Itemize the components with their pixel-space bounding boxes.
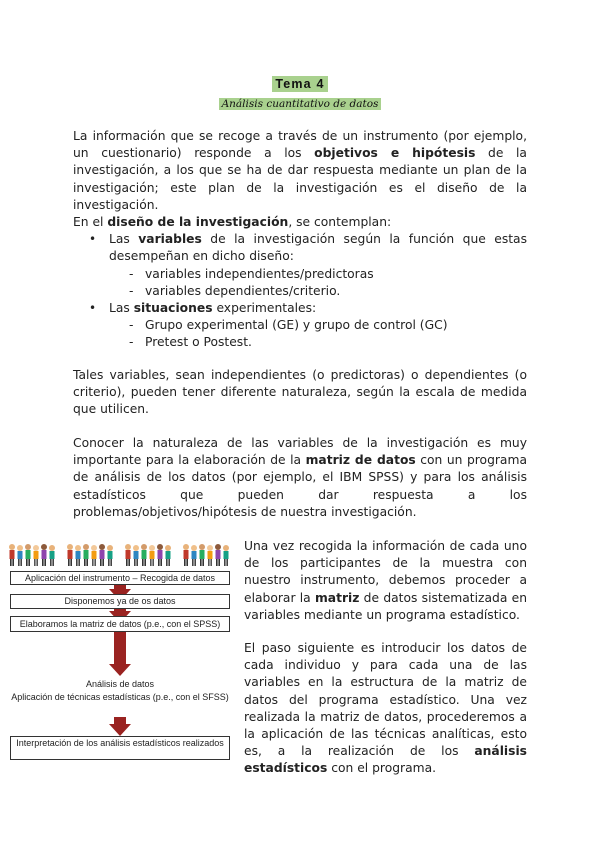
matrix-explanation-paragraph <box>244 538 527 624</box>
text-span: Una vez recogida la información de cada uno de los participantes de la muestra con nuestro instrumento, debemos proceder a elaborar la <box>244 539 527 605</box>
design-section <box>73 214 527 352</box>
text-span: de la investigación según la función que estas desempeñan en dicho diseño: <box>109 232 528 264</box>
document-title: Tema 4 <box>272 76 327 92</box>
text-span: Conocer la naturaleza de las variables de la investigación es muy importante para la elaboración de la <box>73 436 527 468</box>
step-box-interpretation: Interpretación de los análisis estadísticos realizados <box>10 736 230 760</box>
step-box-collect-data: Aplicación del instrumento – Recogida de datos <box>10 571 230 585</box>
bullet-item-variables <box>73 231 527 300</box>
design-intro <box>73 214 527 231</box>
intro-paragraph <box>73 128 527 214</box>
step-box-build-matrix: Elaboramos la matriz de datos (p.e., con el SPSS) <box>10 616 230 632</box>
text-span: , se contemplan: <box>288 215 392 229</box>
data-matrix-paragraph <box>73 435 527 521</box>
text-span: con un programa de análisis de los datos (por ejemplo, el IBM SPSS) y para los análisis estadísticos que pueden dar respuesta a los problemas/objetivos/hipótesis de nuestra investigación. <box>73 453 527 519</box>
bold-span: variables <box>138 232 202 247</box>
flow-arrow-long <box>114 632 126 665</box>
sub-list <box>109 317 527 351</box>
sub-item: - variables dependientes/criterio. <box>109 283 527 300</box>
sub-item: - Grupo experimental (GE) y grupo de control (GC) <box>109 317 527 334</box>
document-title-block <box>0 73 600 111</box>
bullet-item-situaciones <box>73 300 527 352</box>
text-span: de la investigación, a los que se ha de dar respuesta mediante un plan de la investigación; este plan de la investigación es el diseño de la investigación. <box>73 146 527 212</box>
text-span: La información que se recoge a través de un instrumento (por ejemplo, un cuestionario) responde a los <box>73 129 527 161</box>
text-span: Las <box>109 232 139 247</box>
text-span: de datos sistematizada en variables mediante un programa estadístico. <box>244 590 527 622</box>
analysis-explanation-paragraph <box>244 640 527 778</box>
participants-illustration <box>8 542 240 568</box>
text-span: Las <box>109 301 134 316</box>
people-group <box>9 544 55 566</box>
sub-item: - Pretest o Postest. <box>109 334 527 351</box>
text-span: con el programa. <box>327 761 437 776</box>
text-span: experimentales: <box>212 301 317 316</box>
step-box-data-analysis <box>10 677 230 717</box>
bold-span: análisis estadísticos <box>244 744 527 776</box>
sub-item: - variables independientes/predictoras <box>109 266 527 283</box>
bold-span: situaciones <box>133 301 213 316</box>
variables-nature-paragraph: Tales variables, sean independientes (o predictoras) o dependientes (o criterio), pueden tener diferente naturaleza, según la escala de medida que utilicen. <box>73 368 527 417</box>
flow-arrowhead <box>109 664 131 676</box>
bold-span: matriz de datos <box>305 453 416 468</box>
bold-span: matriz <box>314 590 360 605</box>
text-span: El paso siguiente es introducir los datos de cada individuo y para cada una de las variables en la estructura de la matriz de datos del programa estadístico. Una vez realizada la matriz de datos, procederemos a la aplicación de las técnicas analíticas, esto es, a la realización de los <box>244 641 527 759</box>
bold-span: diseño de la investigación <box>107 215 289 229</box>
text-span: En el <box>73 215 108 229</box>
sub-list <box>109 266 527 300</box>
analysis-title: Análisis de datos <box>85 679 155 689</box>
analysis-detail: Aplicación de técnicas estadísticas (p.e., con el SFSS) <box>11 692 229 702</box>
document-subtitle: Análisis cuantitativo de datos <box>219 98 382 110</box>
bold-span: objetivos e hipótesis <box>314 146 476 161</box>
flow-arrowhead <box>109 724 131 736</box>
design-bullet-list <box>73 231 527 351</box>
step-box-data-available: Disponemos ya de os datos <box>10 594 230 609</box>
